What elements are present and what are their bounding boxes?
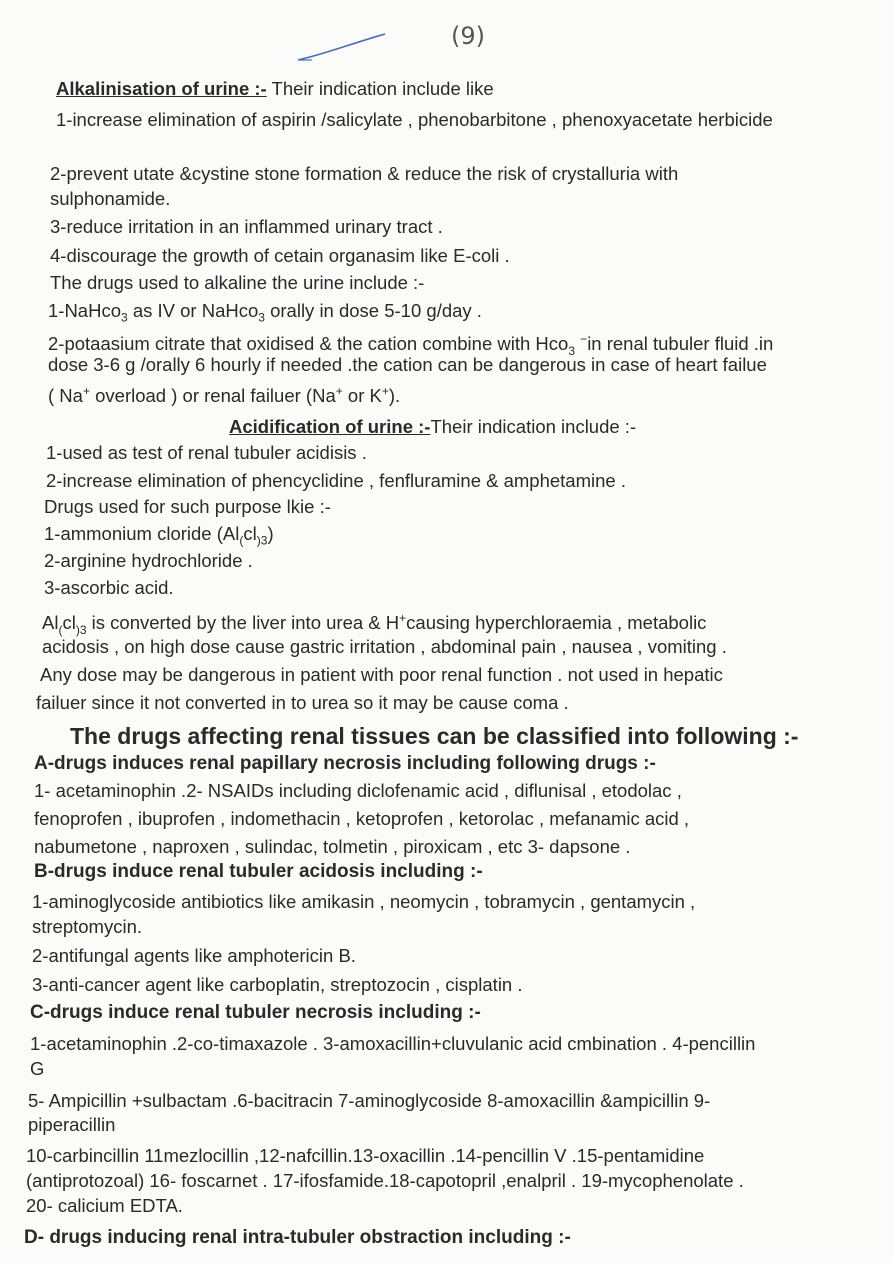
pen-stroke-mark-icon (290, 30, 400, 70)
section-c-heading: C-drugs induce renal tubuler necrosis including :- (30, 1002, 481, 1023)
alkalinisation-heading: Alkalinisation of urine :- (56, 78, 267, 99)
alkalinisation-drug-2: 2-potaasium citrate that oxidised & the cation combine with Hco$_3$ −in renal tubuler fluid .in (48, 332, 774, 358)
section-b-line-4: 3-anti-cancer agent like carboplatin, streptozocin , cisplatin . (32, 974, 523, 995)
acidification-heading: Acidification of urine :- (229, 416, 431, 437)
drug2-line3-b: overload ) or renal failuer (Na (89, 385, 336, 407)
page-number: (9) (451, 22, 485, 50)
acidification-drug-2: 2-arginine hydrochloride . (44, 550, 253, 571)
acid-drug1-a: 1-ammonium cloride (Al (44, 523, 240, 544)
alkalinisation-item-4: 4-discourage the growth of cetain organasim like E-coli . (50, 245, 510, 266)
alkalinisation-drug-2-line-2: dose 3-6 g /orally 6 hourly if needed .the cation can be dangerous in case of heart failue (48, 354, 767, 375)
alkalinisation-intro: Their indication include like (266, 78, 494, 99)
note-a: Al (42, 612, 59, 634)
section-b-heading: B-drugs induce renal tubuler acidosis including :- (34, 861, 483, 882)
acidification-note-line-4: failuer since it not converted in to urea so it may be cause coma . (36, 692, 569, 713)
acidification-note-line-2: acidosis , on high dose cause gastric irritation , abdominal pain , nausea , vomiting . (42, 636, 727, 657)
alkalinisation-item-3: 3-reduce irritation in an inflammed urinary tract . (50, 216, 443, 237)
alkalinisation-item-2-cont: sulphonamide. (50, 188, 171, 209)
section-c-line-4: piperacillin (28, 1114, 116, 1135)
note-b: ( (58, 622, 63, 637)
section-c-line-5: 10-carbincillin 11mezlocillin ,12-nafcillin.13-oxacillin .14-pencillin V .15-pentamidine (26, 1145, 705, 1166)
section-c-line-7: 20- calicium EDTA. (26, 1195, 183, 1216)
drug1-text-a: 1-NaHco (48, 300, 121, 321)
section-a-heading: A-drugs induces renal papillary necrosis including following drugs :- (34, 753, 656, 774)
alkalinisation-item-1: 1-increase elimination of aspirin /salicylate , phenobarbitone , phenoxyacetate herbicide (56, 109, 773, 130)
section-c-line-6: (antiprotozoal) 16- foscarnet . 17-ifosfamide.18-capotopril ,enalpril . 19-mycophenolate . (26, 1170, 744, 1191)
alkalinisation-item-2: 2-prevent utate &cystine stone formation & reduce the risk of crystalluria with (50, 163, 679, 184)
drug2-line3-d: ). (388, 385, 401, 407)
acid-drug1-d: ) (256, 533, 261, 548)
alkalinisation-heading-line (56, 78, 494, 100)
section-b-line-3: 2-antifungal agents like amphotericin B. (32, 945, 356, 966)
acidification-drugs-intro: Drugs used for such purpose lkie :- (44, 496, 331, 517)
drug1-text-b: as IV or NaHco (127, 300, 259, 321)
acid-drug1-e: 3 (260, 533, 268, 548)
section-b-line-2: streptomycin. (32, 916, 143, 937)
acidification-note-line-1: $Al_(cl_{)3}$ is converted by the liver into urea & H+causing hyperchloraemia , metabolic (42, 611, 707, 637)
drug2-text-a: 2-potaasium citrate that oxidised & the cation combine with Hco (48, 333, 569, 355)
alkalinisation-drug-2-line-3: ( Na+ overload ) or renal failuer (Na+ or K+). (48, 384, 401, 407)
note-f: causing hyperchloraemia , metabolic (406, 612, 707, 634)
section-a-line-2: fenoprofen , ibuprofen , indomethacin , ketoprofen , ketorolac , mefanamic acid , (34, 808, 690, 829)
acid-drug1-f: ) (267, 523, 274, 544)
section-a-line-3: nabumetone , naproxen , sulindac, tolmetin , piroxicam , etc 3- dapsone . (34, 836, 631, 857)
drug1-text-c: orally in dose 5-10 g/day . (264, 300, 482, 321)
acidification-intro: Their indication include :- (430, 416, 637, 437)
section-a-line-1: 1- acetaminophin .2- NSAIDs including diclofenamic acid , diflunisal , etodolac , (34, 780, 682, 801)
acidification-heading-line (229, 416, 636, 438)
section-c-line-1: 1-acetaminophin .2-co-timaxazole . 3-amoxacillin+cluvulanic acid cmbination . 4-pencillin (30, 1033, 756, 1054)
section-c-line-2: G (30, 1058, 45, 1079)
section-b-line-1: 1-aminoglycoside antibiotics like amikasin , neomycin , tobramycin , gentamycin , (32, 891, 696, 912)
acid-drug1-b: ( (239, 533, 244, 548)
classification-title: The drugs affecting renal tissues can be classified into following :- (70, 723, 799, 749)
acidification-item-2: 2-increase elimination of phencyclidine , fenfluramine & amphetamine . (46, 470, 626, 491)
drug2-line3-c: or K (342, 385, 382, 407)
acidification-drug-3: 3-ascorbic acid. (44, 577, 174, 598)
alkalinisation-drugs-intro: The drugs used to alkaline the urine include :- (50, 272, 425, 293)
drug2-text-b: in renal tubuler fluid .in (587, 333, 774, 355)
drug2-line3-a: ( Na (48, 385, 83, 407)
note-c: cl (62, 612, 76, 634)
alkalinisation-drug-1: 1-NaHco$_3$ as IV or NaHco$_3$ orally in dose 5-10 g/day . (48, 300, 482, 325)
acidification-note-line-3: Any dose may be dangerous in patient with poor renal function . not used in hepatic (40, 664, 723, 685)
acid-drug1-c: cl (243, 523, 257, 544)
acidification-item-1: 1-used as test of renal tubuler acidisis . (46, 442, 367, 463)
acidification-drug-1 (44, 523, 274, 552)
section-c-line-3: 5- Ampicillin +sulbactam .6-bacitracin 7-aminoglycoside 8-amoxacillin &ampicillin 9- (28, 1090, 711, 1111)
note-d: )3 (75, 622, 87, 637)
note-e: is converted by the liver into urea & H (86, 612, 400, 634)
section-d-heading: D- drugs inducing renal intra-tubuler obstraction including :- (24, 1227, 571, 1248)
